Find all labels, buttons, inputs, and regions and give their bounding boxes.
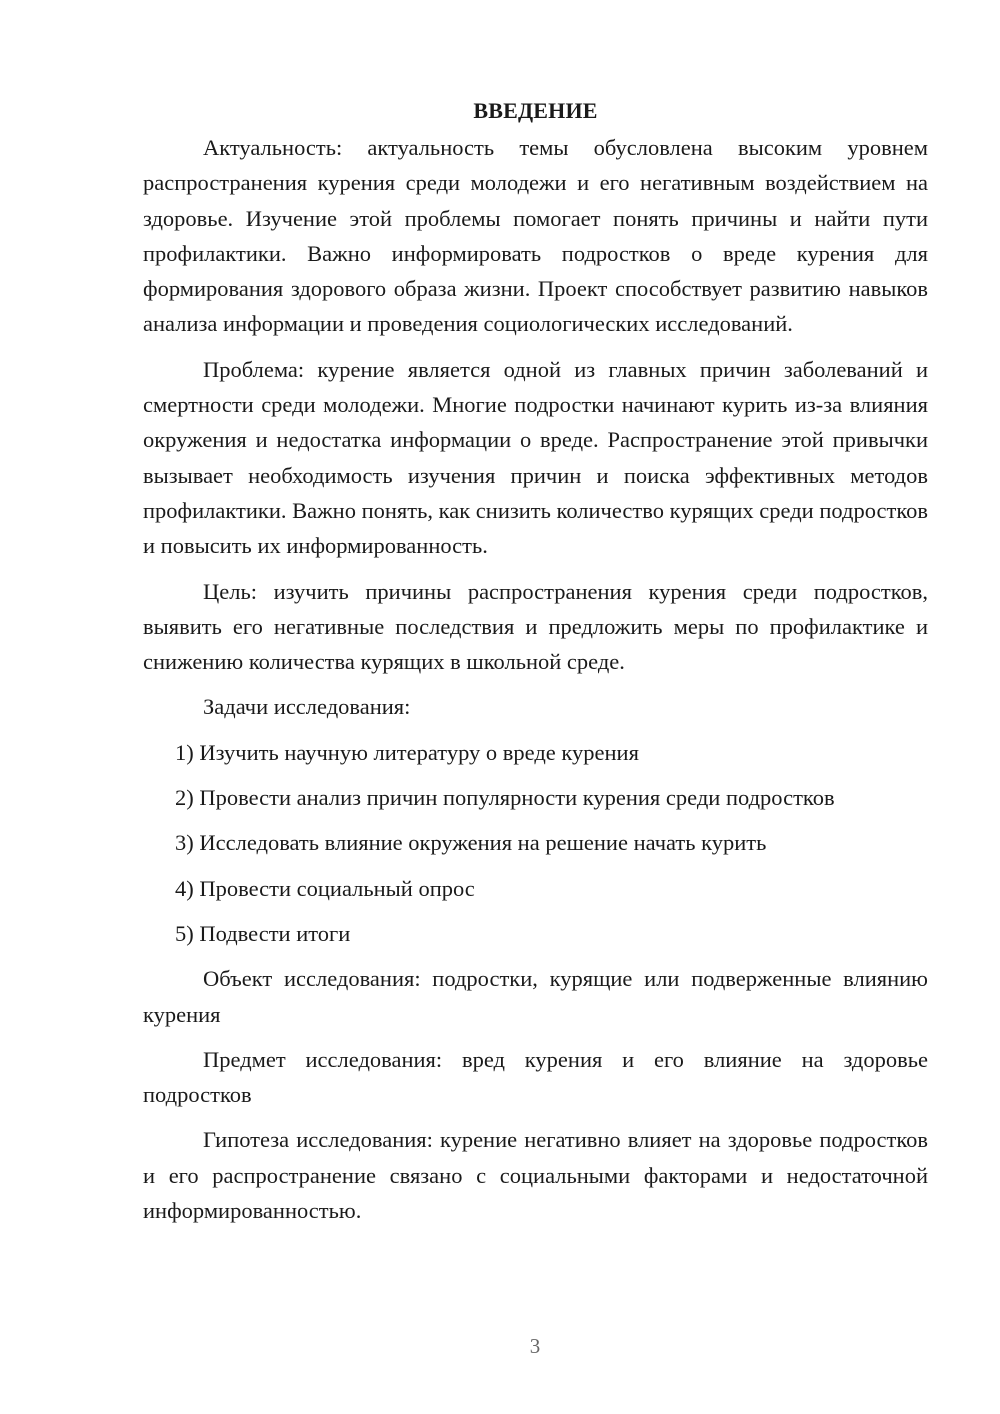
task-item-5: 5) Подвести итоги bbox=[175, 920, 351, 946]
tasks-list bbox=[143, 735, 928, 951]
document-page bbox=[143, 96, 928, 1238]
tasks-heading: Задачи исследования: bbox=[203, 694, 411, 720]
page-number: 3 bbox=[529, 1334, 541, 1358]
paragraph-relevance: Актуальность: актуальность темы обусловлена высоким уровнем распространения курения среди молодежи и его негативным воздействием на здоровье. Изучение этой проблемы помогает понять причины и найти пути профилактики. Важно информировать подростков о вреде курения для формирования здорового образа жизни. Проект способствует развитию навыков анализа информации и проведения социологических исследований. bbox=[143, 135, 928, 337]
paragraph-goal: Цель: изучить причины распространения курения среди подростков, выявить его негативные последствия и предложить меры по профилактике и снижению количества курящих в школьной среде. bbox=[143, 578, 928, 675]
task-item-4: 4) Провести социальный опрос bbox=[175, 875, 475, 901]
paragraph-problem: Проблема: курение является одной из главных причин заболеваний и смертности среди молодежи. Многие подростки начинают курить из-за влияния окружения и недостатка информации о вреде. Распространение этой привычки вызывает необходимость изучения причин и поиска эффективных методов профилактики. Важно понять, как снизить количество курящих среди подростков и повысить их информированность. bbox=[143, 356, 928, 559]
task-item-1: 1) Изучить научную литературу о вреде курения bbox=[175, 739, 639, 765]
task-item-2: 2) Провести анализ причин популярности курения среди подростков bbox=[175, 785, 835, 811]
paragraph-object: Объект исследования: подростки, курящие или подверженные влиянию курения bbox=[143, 966, 928, 1027]
page-title: ВВЕДЕНИЕ bbox=[473, 98, 598, 123]
task-item-3: 3) Исследовать влияние окружения на решение начать курить bbox=[175, 830, 767, 856]
paragraph-hypothesis: Гипотеза исследования: курение негативно влияет на здоровье подростков и его распространение связано с социальными факторами и недостаточной информированностью. bbox=[143, 1127, 928, 1224]
paragraph-subject: Предмет исследования: вред курения и его влияние на здоровье подростков bbox=[143, 1046, 928, 1108]
